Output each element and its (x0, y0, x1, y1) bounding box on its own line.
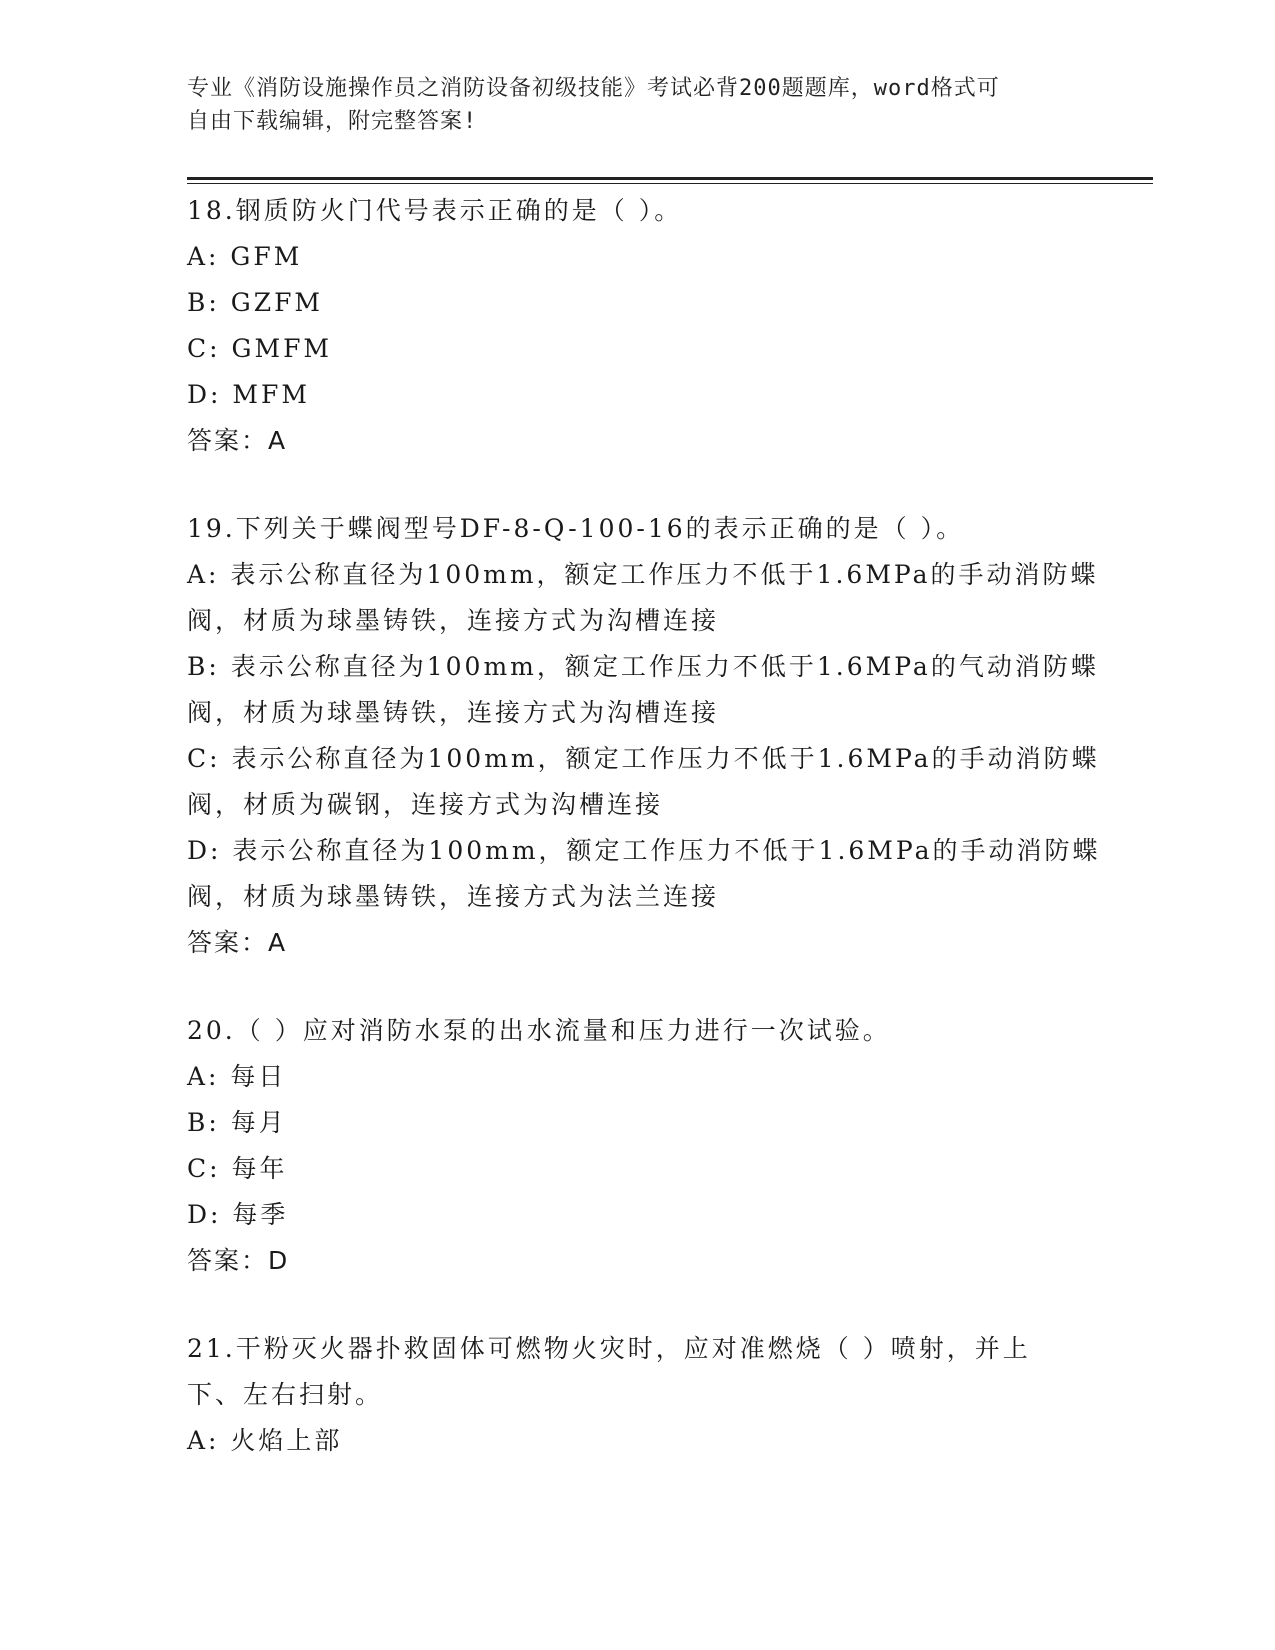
answer-label: 答案：A (187, 426, 288, 455)
question-18 (187, 188, 1087, 464)
option-a: A: 表示公称直径为100mm，额定工作压力不低于1.6MPa的手动消防蝶 (187, 560, 1099, 589)
question-20 (187, 1008, 1087, 1284)
header-line-2: 自由下载编辑，附完整答案! (187, 109, 478, 134)
document-header (187, 72, 1087, 138)
spacer (187, 1284, 1087, 1326)
option-a: A: 火焰上部 (187, 1426, 343, 1455)
spacer (187, 464, 1087, 506)
option-c-continued: 阀，材质为碳钢，连接方式为沟槽连接 (187, 790, 664, 819)
question-21 (187, 1326, 1087, 1464)
option-b: B: GZFM (187, 288, 324, 317)
option-b-continued: 阀，材质为球墨铸铁，连接方式为沟槽连接 (187, 698, 720, 727)
header-line-1: 专业《消防设施操作员之消防设备初级技能》考试必背200题题库，word格式可 (187, 76, 1000, 101)
option-a: A: 每日 (187, 1062, 287, 1091)
option-d: D: 表示公称直径为100mm，额定工作压力不低于1.6MPa的手动消防蝶 (187, 836, 1101, 865)
spacer (187, 966, 1087, 1008)
option-b: B: 表示公称直径为100mm，额定工作压力不低于1.6MPa的气动消防蝶 (187, 652, 1099, 681)
header-divider-thick (187, 177, 1153, 180)
option-c: C: 表示公称直径为100mm，额定工作压力不低于1.6MPa的手动消防蝶 (187, 744, 1100, 773)
option-b: B: 每月 (187, 1108, 287, 1137)
option-d: D: 每季 (187, 1200, 289, 1229)
question-stem: 19.下列关于蝶阀型号DF-8-Q-100-16的表示正确的是（ ）。 (187, 514, 965, 543)
option-c: C: 每年 (187, 1154, 288, 1183)
option-c: C: GMFM (187, 334, 333, 363)
answer-label: 答案：D (187, 1246, 290, 1275)
option-d: D: MFM (187, 380, 310, 409)
question-stem: 18.钢质防火门代号表示正确的是（ ）。 (187, 196, 683, 225)
question-stem: 21.干粉灭火器扑救固体可燃物火灾时，应对准燃烧（ ）喷射，并上 (187, 1334, 1031, 1363)
answer-label: 答案：A (187, 928, 288, 957)
question-stem: 20.（ ）应对消防水泵的出水流量和压力进行一次试验。 (187, 1016, 891, 1045)
question-list (187, 188, 1101, 1464)
option-a: A: GFM (187, 242, 303, 271)
header-divider-thin (187, 183, 1153, 184)
question-stem-continued: 下、左右扫射。 (187, 1380, 384, 1409)
question-19 (187, 506, 1101, 966)
option-d-continued: 阀，材质为球墨铸铁，连接方式为法兰连接 (187, 882, 720, 911)
option-a-continued: 阀，材质为球墨铸铁，连接方式为沟槽连接 (187, 606, 720, 635)
